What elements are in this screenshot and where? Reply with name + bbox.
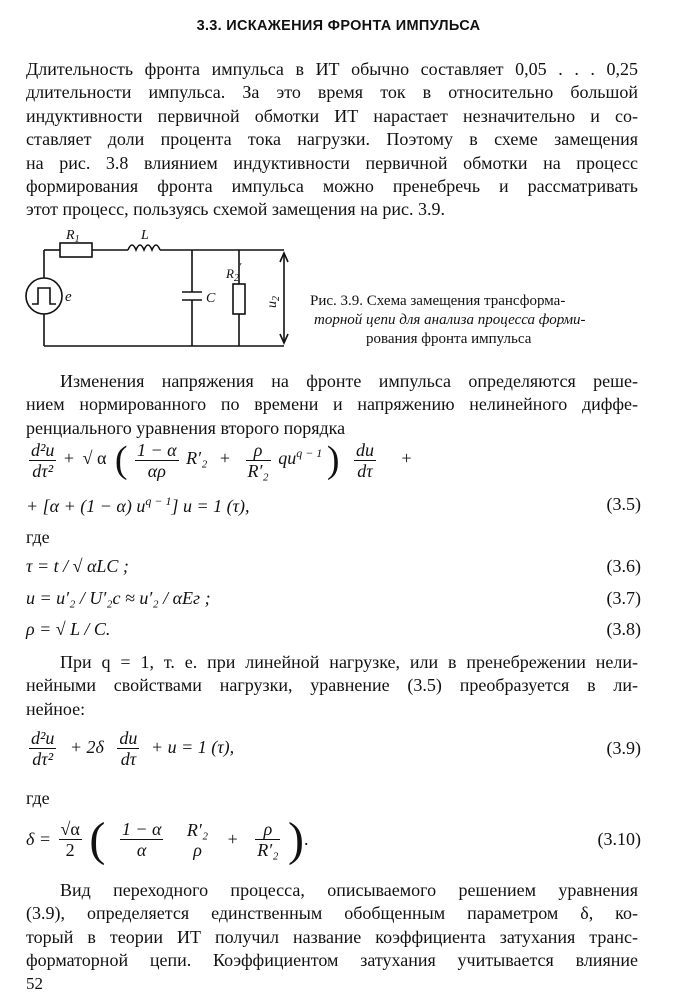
- fraction: $\frac{\text{d²u}}{\text{dτ²}}$: [31, 728, 55, 769]
- equation-3-5-line2: + [α + (1 − α) $u^{q - 1}$] u = 1 (τ),: [26, 494, 250, 516]
- fraction: $\frac{1 - \alpha}{\alpha}$: [121, 819, 162, 860]
- text-line: торый в теории ИТ получил название коэффициента затухания транс-: [26, 926, 638, 947]
- paragraph-intro: [26, 58, 638, 222]
- text-line: ставляет доли процента тока нагрузки. Поэтому в схеме замещения: [26, 129, 638, 150]
- equation-3-10: δ = $\frac{√\alpha}{2}$ ( $\frac{1 - \alpha}{\alpha}$ R′₂ ρ + $\frac{\rho}{\text{R′₂}}$ ).: [26, 813, 309, 866]
- text-line: длительности импульса. За это время ток в относительно большой: [26, 82, 638, 103]
- text-gde: где: [26, 527, 50, 547]
- section-heading: 3.3. ИСКАЖЕНИЯ ФРОНТА ИМПУЛЬСА: [196, 18, 481, 34]
- paragraph-equation-intro: [26, 370, 638, 440]
- label-r1: $R_1$: [66, 228, 80, 245]
- fraction: $\frac{du}{d\tau}$: [355, 439, 374, 481]
- text-gde: где: [26, 788, 50, 808]
- equation-3-5-line1: $\frac{\text{d²u}}{\text{dτ²}}$ + √ α ( $\frac{1 - \alpha}{\alpha\rho}$ R′₂ + $\frac{\rho}{\text{R′₂}}$ $qu^{q - 1}$ ) $\frac{du}{d\tau}$ +: [31, 439, 412, 481]
- text-line: При q = 1, т. е. при линейной нагрузке, или в пренебрежении нели-: [60, 652, 638, 672]
- text-line: нейными свойствами нагрузки, уравнение (3.5) преобразуется в ли-: [26, 675, 638, 696]
- text-line: форматорной цепи. Коэффициентом затухания учитывается влияние: [26, 950, 638, 971]
- label-l: L: [141, 228, 149, 243]
- fraction: $\frac{\rho}{\text{R′₂}}$: [247, 439, 269, 481]
- fraction: R′₂ ρ: [186, 819, 209, 860]
- equation-number: (3.6): [606, 556, 641, 576]
- fraction: $\frac{\text{d²u}}{\text{dτ²}}$: [31, 439, 55, 481]
- equation-3-8: ρ = √ L / C.: [26, 619, 111, 639]
- fraction: $\frac{√\alpha}{2}$: [60, 819, 80, 860]
- equation-3-7: u = u′₂ / U′₂c ≈ u′₂ / αEг ;: [26, 588, 211, 608]
- equation-3-9: $\frac{\text{d²u}}{\text{dτ²}}$ + 2δ $\frac{du}{d\tau}$ + u = 1 (τ),: [31, 728, 235, 769]
- equation-number: (3.5): [606, 494, 641, 514]
- pulse-icon: [32, 288, 56, 304]
- text-line: этот процесс, пользуясь схемой замещения на рис. 3.9.: [26, 199, 445, 220]
- text-line: нейное:: [26, 698, 86, 719]
- fraction: $\frac{1 - \alpha}{\alpha\rho}$: [137, 439, 177, 481]
- equation-number: (3.10): [597, 829, 641, 849]
- text-line: Изменения напряжения на фронте импульса определяются реше-: [60, 371, 638, 391]
- caption-line: Рис. 3.9. Схема замещения трансформа-: [310, 293, 566, 309]
- label-c: C: [206, 291, 216, 306]
- text-line: нием нормированного по времени и напряжению нелинейного диффе-: [26, 394, 638, 415]
- text-line: Длительность фронта импульса в ИТ обычно составляет 0,05 . . . 0,25: [26, 59, 638, 79]
- circuit-diagram: [20, 226, 305, 356]
- page-number: 52: [26, 974, 43, 993]
- text-line: индуктивности первичной обмотки ИТ нарастает незначительно и со-: [26, 105, 638, 126]
- equation-3-6: τ = t / √ αLC ;: [26, 556, 129, 576]
- caption-line: торной цепи для анализа процесса форми-: [314, 312, 586, 328]
- text-line: (3.9), определяется единственным обобщенным параметром δ, ко-: [26, 903, 638, 924]
- fraction: $\frac{\rho}{\text{R′₂}}$: [257, 819, 279, 860]
- paragraph-damping: [26, 879, 638, 973]
- caption-line: рования фронта импульса: [366, 331, 532, 347]
- figure-caption: [310, 292, 650, 349]
- label-e: e: [65, 289, 72, 305]
- text-line: ренциального уравнения второго порядка: [26, 417, 346, 438]
- pulse-source: [26, 278, 62, 314]
- equation-number: (3.9): [606, 738, 641, 758]
- equation-number: (3.7): [606, 588, 641, 608]
- text-line: на рис. 3.8 влиянием индуктивности первичной обмотки на процесс: [26, 152, 638, 173]
- text-line: Вид переходного процесса, описываемого решением уравнения: [60, 880, 638, 900]
- label-u2: $u_2$: [265, 296, 282, 308]
- resistor-r1: [60, 243, 92, 257]
- equation-number: (3.8): [606, 619, 641, 639]
- resistor-r2: [233, 284, 245, 314]
- inductor-l: [128, 245, 160, 250]
- text-line: формирования фронта импульса можно пренебречь и рассматривать: [26, 176, 638, 197]
- paragraph-linear: [26, 651, 638, 721]
- label-r2: $R_2'$: [226, 261, 242, 284]
- fraction: $\frac{du}{d\tau}$: [119, 728, 138, 769]
